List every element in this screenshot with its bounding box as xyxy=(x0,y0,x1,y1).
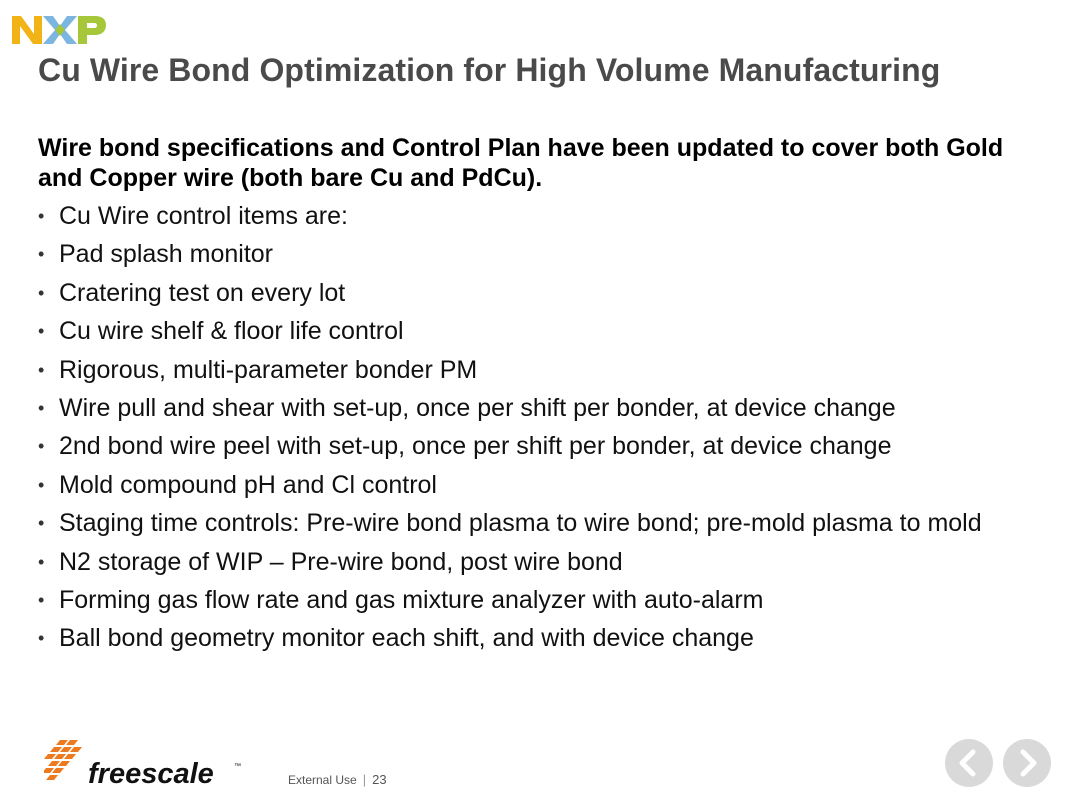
intro-statement: Wire bond specifications and Control Plan have been updated to cover both Gold and Copper wire (both bare Cu and PdCu). xyxy=(38,134,1004,192)
list-item-text: Staging time controls: Pre-wire bond plasma to wire bond; pre-mold plasma to mold xyxy=(59,509,982,538)
list-item-text: Cu Wire control items are: xyxy=(59,202,348,230)
bullet-icon: • xyxy=(38,359,45,380)
list-item-text: Cratering test on every lot xyxy=(59,278,346,307)
list-item-text: Forming gas flow rate and gas mixture analyzer with auto-alarm xyxy=(59,585,764,614)
list-item xyxy=(36,623,1056,654)
list-item-text: Pad splash monitor xyxy=(59,240,274,269)
list-item xyxy=(36,393,1056,424)
list-item xyxy=(36,278,1056,309)
bullet-icon: • xyxy=(38,206,45,226)
chevron-left-icon xyxy=(945,739,993,787)
bullet-icon: • xyxy=(38,628,45,649)
page-number: 23 xyxy=(372,772,387,787)
list-item xyxy=(36,316,1056,347)
slide-title: Cu Wire Bond Optimization for High Volume Manufacturing xyxy=(38,52,941,88)
list-item-text: Mold compound pH and Cl control xyxy=(59,470,437,499)
list-item-text: Cu wire shelf & floor life control xyxy=(59,317,404,346)
bullet-icon: • xyxy=(38,513,45,534)
classification-label: External Use xyxy=(288,773,357,787)
svg-text:™: ™ xyxy=(234,763,241,770)
list-item xyxy=(36,585,1056,616)
list-item-text: N2 storage of WIP – Pre-wire bond, post wire bond xyxy=(59,547,623,576)
nxp-logo xyxy=(10,10,106,50)
list-item-text: Wire pull and shear with set-up, once per shift per bonder, at device change xyxy=(59,393,896,422)
list-item xyxy=(36,508,1056,539)
list-item xyxy=(36,470,1056,501)
bullet-icon: • xyxy=(38,321,45,342)
next-slide-button[interactable] xyxy=(1003,739,1051,787)
svg-text:freescale: freescale xyxy=(88,758,214,790)
footer-info xyxy=(288,772,387,787)
control-items-list xyxy=(36,201,1056,662)
bullet-icon: • xyxy=(38,474,45,495)
bullet-icon: • xyxy=(38,436,45,457)
footer-separator: | xyxy=(362,772,367,787)
list-item xyxy=(36,547,1056,578)
list-item-text: Ball bond geometry monitor each shift, and with device change xyxy=(59,624,754,653)
list-item xyxy=(36,239,1056,270)
bullet-icon: • xyxy=(38,282,45,303)
list-item xyxy=(36,201,1056,232)
freescale-logo xyxy=(44,738,254,790)
chevron-right-icon xyxy=(1003,739,1051,787)
bullet-icon: • xyxy=(38,397,45,418)
list-item xyxy=(36,355,1056,386)
list-item-text: Rigorous, multi-parameter bonder PM xyxy=(59,355,478,384)
bullet-icon: • xyxy=(38,589,45,610)
previous-slide-button[interactable] xyxy=(945,739,993,787)
bullet-icon: • xyxy=(38,244,45,265)
bullet-icon: • xyxy=(38,551,45,572)
list-item-text: 2nd bond wire peel with set-up, once per shift per bonder, at device change xyxy=(59,432,892,461)
list-item xyxy=(36,431,1056,462)
